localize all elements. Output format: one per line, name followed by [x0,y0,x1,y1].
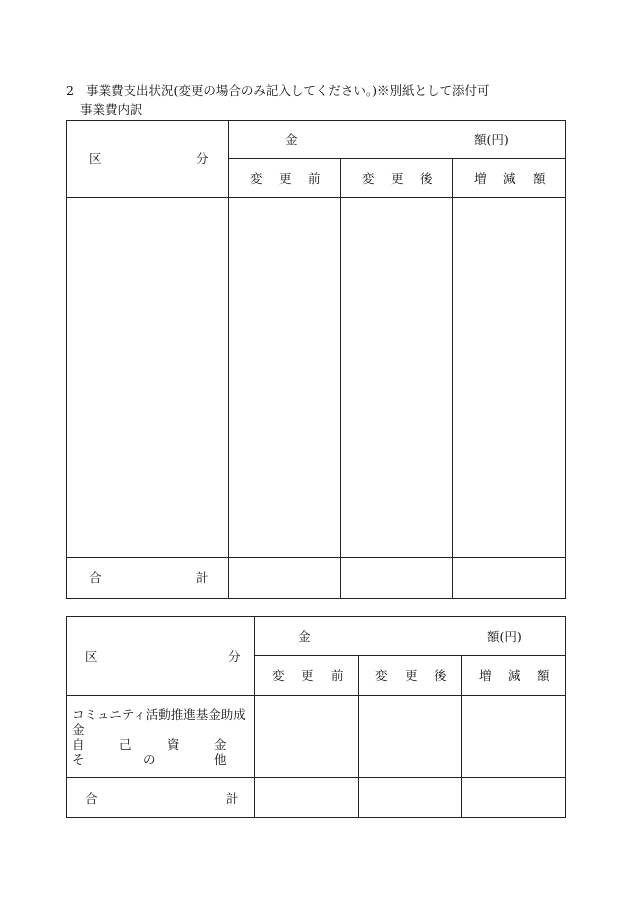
table1-kubun-label: 分 [196,151,209,166]
table2-divider [254,655,566,656]
table1-border [66,120,566,599]
table1-kubun-label: 区 [89,151,102,166]
table1-col-before: 更 [279,171,292,186]
table2-row-other: の [143,752,156,767]
table2-divider [66,777,566,778]
section-heading: 事業費支出状況(変更の場合のみ記入してください。)※別紙として添付可 [86,83,490,98]
table1-col-diff: 減 [503,171,516,186]
table1-divider [452,158,453,599]
table1-divider [228,158,566,159]
table2-col-before: 更 [301,668,314,683]
table2-col-after: 変 [375,668,388,683]
table2-col-diff: 額 [537,668,550,683]
table1-col-after: 更 [391,171,404,186]
table1-amount-label: 額(円) [474,132,509,147]
table1-total-label: 合 [89,570,102,585]
table2-divider [461,655,462,818]
section-number: 2 [66,83,74,98]
table2-divider [254,616,255,818]
table2-col-after: 後 [434,668,447,683]
table1-divider [340,158,341,599]
table2-kubun-label: 分 [228,649,241,664]
table1-col-after: 変 [362,171,375,186]
table2-kubun-label: 区 [85,649,98,664]
table2-col-after: 更 [405,668,418,683]
section-subtitle: 事業費内訳 [80,102,143,117]
table2-row-own-funds: 金 [214,737,227,752]
table1-col-before: 変 [250,171,263,186]
table2-row-other: そ [72,752,85,767]
table2-amount-label: 金 [298,629,311,644]
table2-divider [66,695,566,696]
table2-col-diff: 増 [479,668,492,683]
table2-col-diff: 減 [508,668,521,683]
table2-divider [358,655,359,818]
table2-row-own-funds: 資 [167,737,180,752]
table2-col-before: 変 [272,668,285,683]
table1-col-diff: 額 [533,171,546,186]
table1-amount-label: 金 [285,132,298,147]
table2-row-own-funds: 己 [119,737,132,752]
table2-row-subsidy: コミュニティ活動推進基金助成 [72,707,246,722]
table1-col-diff: 増 [474,171,487,186]
table2-total-label: 計 [226,791,239,806]
table1-col-after: 後 [420,171,433,186]
table2-row-other: 他 [214,752,227,767]
table1-col-before: 前 [308,171,321,186]
table1-divider [66,197,566,198]
table1-total-label: 計 [196,570,209,585]
table2-col-before: 前 [331,668,344,683]
table2-total-label: 合 [85,791,98,806]
table1-divider [66,557,566,558]
table1-divider [228,120,229,599]
table2-row-subsidy: 金 [72,722,85,737]
table2-row-own-funds: 自 [72,737,85,752]
table2-amount-label: 額(円) [487,629,522,644]
